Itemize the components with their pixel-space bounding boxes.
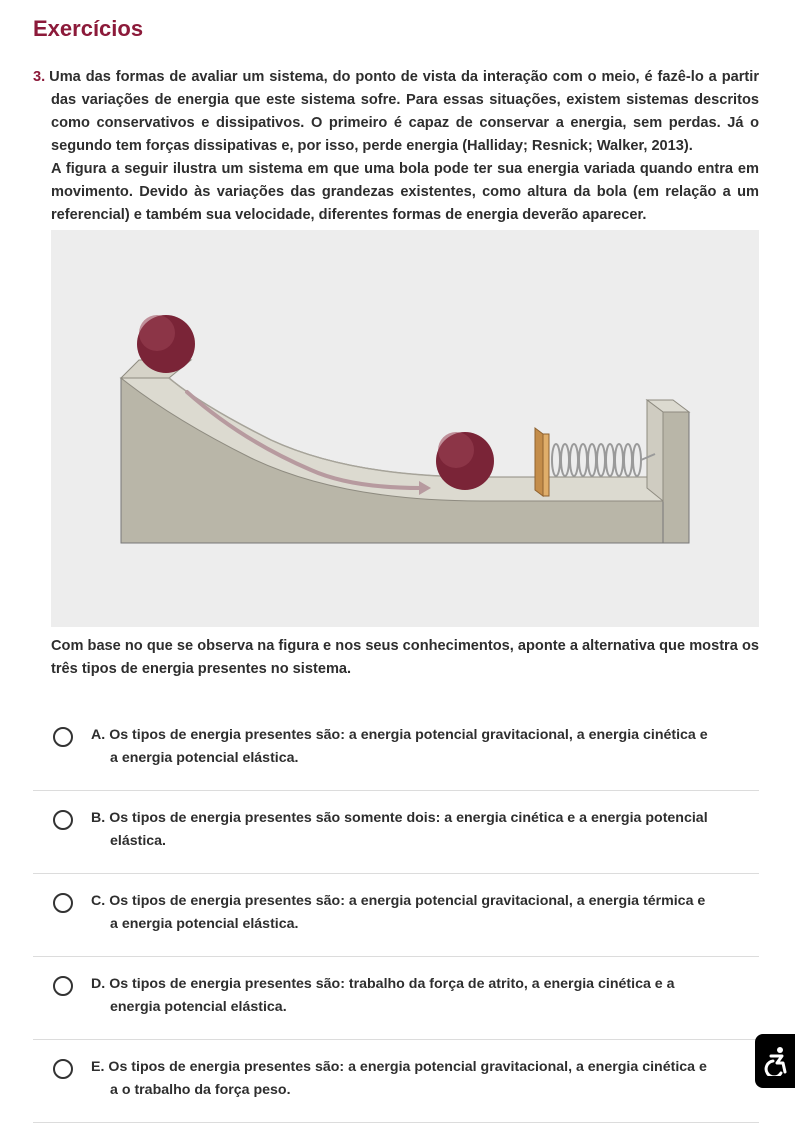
- option-e[interactable]: [33, 1040, 759, 1123]
- wall-front: [663, 412, 689, 543]
- option-d[interactable]: [33, 957, 759, 1040]
- option-b-line1: Os tipos de energia presentes são somente dois: a energia cinética e a energia potencial: [109, 810, 708, 826]
- option-c-line1: Os tipos de energia presentes são: a energia potencial gravitacional, a energia térmica e: [109, 893, 706, 909]
- spring-plate-front: [543, 434, 549, 496]
- option-c-text: [91, 890, 741, 936]
- answer-options: [33, 708, 759, 1123]
- question-number: 3.: [33, 69, 46, 85]
- wall-side: [647, 400, 663, 501]
- option-b-letter: B.: [91, 810, 106, 826]
- accessibility-icon: [761, 1046, 791, 1076]
- option-d-text: [91, 973, 741, 1019]
- question-text: [33, 66, 759, 227]
- ramp-ball-spring-illustration: [51, 230, 759, 627]
- option-b-text: [91, 807, 741, 853]
- question-figure: [51, 230, 759, 627]
- option-a-text: [91, 724, 741, 770]
- spring-plate: [535, 428, 543, 496]
- option-b-line2: elástica.: [110, 833, 167, 849]
- ball-bottom-highlight: [438, 432, 474, 468]
- option-c-letter: C.: [91, 893, 106, 909]
- option-c-line2: a energia potencial elástica.: [110, 916, 299, 932]
- option-e-letter: E.: [91, 1059, 105, 1075]
- ball-top-highlight: [139, 315, 175, 351]
- radio-b[interactable]: [53, 810, 73, 830]
- question-prompt: Com base no que se observa na figura e nos seus conhecimentos, aponte a alternativa que mostra os três tipos de energia presentes no sistema.: [51, 638, 759, 677]
- ramp-front-face: [121, 378, 689, 543]
- radio-e[interactable]: [53, 1059, 73, 1079]
- option-a-line1: Os tipos de energia presentes são: a energia potencial gravitacional, a energia cinética e: [109, 727, 708, 743]
- option-c[interactable]: [33, 874, 759, 957]
- question-paragraph-1-text: Uma das formas de avaliar um sistema, do ponto de vista da interação com o meio, é fazê-lo a partir das variações de energia que este sistema sofre. Para essas situações, existem sistemas descritos como conservativos e dissipativos. O primeiro é capaz de conservar a energia, sem perdas. Já o segundo tem forças dissipativas e, por isso, perde energia (Halliday; Resnick; Walker, 2013).: [49, 69, 759, 154]
- spring: [552, 444, 655, 476]
- option-e-line1: Os tipos de energia presentes são: a energia potencial gravitacional, a energia cinética e: [108, 1059, 707, 1075]
- question-paragraph-1: [33, 66, 759, 158]
- question-paragraph-2: A figura a seguir ilustra um sistema em que uma bola pode ter sua energia variada quando entra em movimento. Devido às variações das grandezas existentes, como altura da bola (em relação a um referencial) e também sua velocidade, diferentes formas de energia deverão aparecer.: [51, 161, 759, 223]
- radio-c[interactable]: [53, 893, 73, 913]
- option-a[interactable]: [33, 708, 759, 791]
- accessibility-button[interactable]: [755, 1034, 795, 1088]
- radio-d[interactable]: [53, 976, 73, 996]
- option-a-letter: A.: [91, 727, 106, 743]
- option-e-text: [91, 1056, 741, 1102]
- option-d-line2: energia potencial elástica.: [110, 999, 287, 1015]
- option-a-line2: a energia potencial elástica.: [110, 750, 299, 766]
- option-d-line1: Os tipos de energia presentes são: trabalho da força de atrito, a energia cinética e a: [109, 976, 675, 992]
- page-title: Exercícios: [33, 16, 144, 41]
- radio-a[interactable]: [53, 727, 73, 747]
- option-d-letter: D.: [91, 976, 106, 992]
- option-e-line2: a o trabalho da força peso.: [110, 1082, 291, 1098]
- option-b[interactable]: [33, 791, 759, 874]
